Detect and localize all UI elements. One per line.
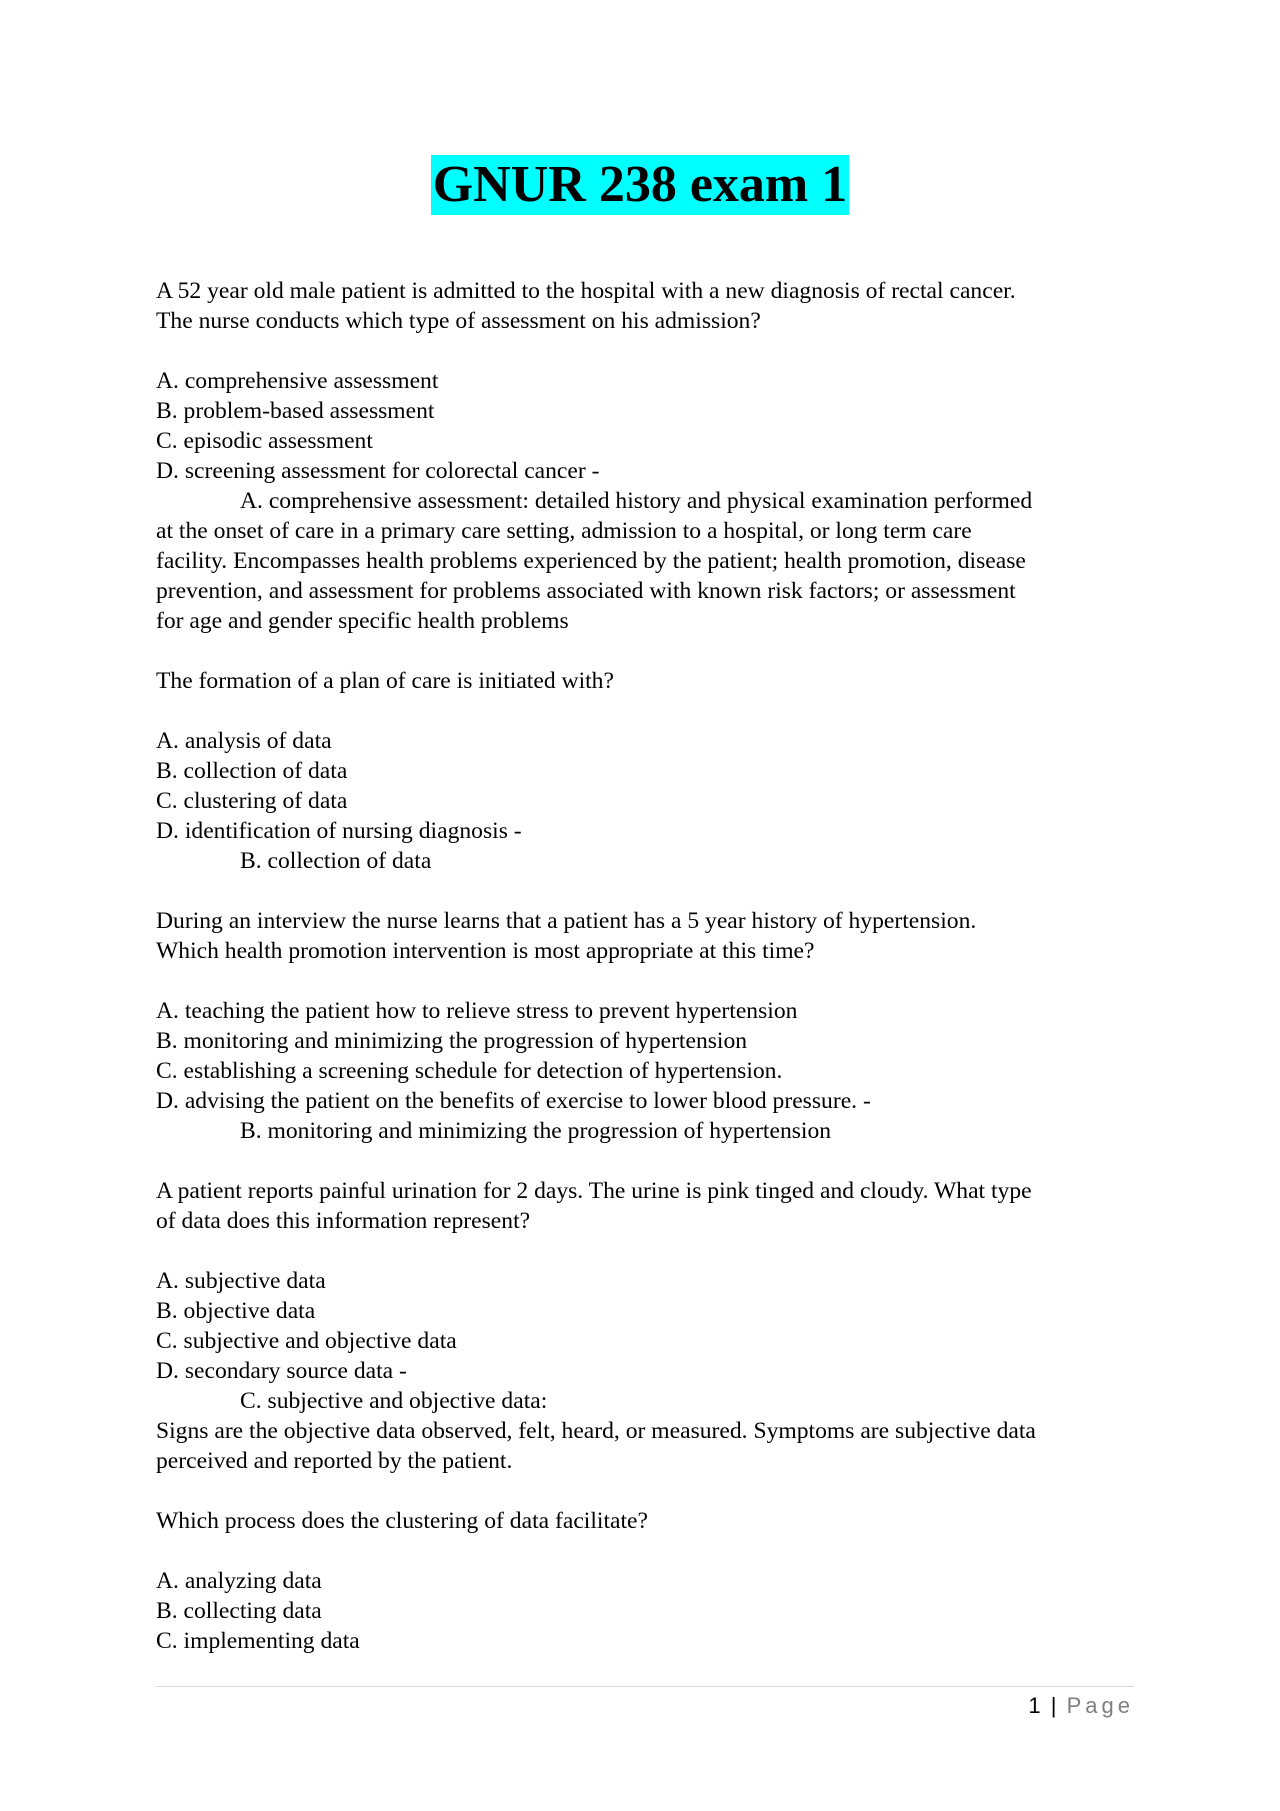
answer-option: C. subjective and objective data	[156, 1328, 457, 1354]
answer-option: A. comprehensive assessment	[156, 368, 439, 394]
answer-option: C. episodic assessment	[156, 428, 373, 454]
question-stem-line: Which health promotion intervention is most appropriate at this time?	[156, 938, 815, 964]
answer-option: B. monitoring and minimizing the progression of hypertension	[156, 1028, 748, 1054]
document-body	[156, 276, 1136, 1656]
answer-option: D. advising the patient on the benefits of exercise to lower blood pressure. -	[156, 1088, 871, 1114]
answer-option: C. establishing a screening schedule for detection of hypertension.	[156, 1058, 783, 1084]
question-block	[156, 276, 1136, 666]
spacer	[156, 966, 1136, 996]
question-stem-line: During an interview the nurse learns that a patient has a 5 year history of hypertension.	[156, 908, 977, 934]
spacer	[156, 876, 1136, 906]
question-stem-line: of data does this information represent?	[156, 1208, 531, 1234]
spacer	[156, 636, 1136, 666]
spacer	[156, 1146, 1136, 1176]
answer-rationale-line: prevention, and assessment for problems associated with known risk factors; or assessment	[156, 578, 1016, 604]
answer-option: B. problem-based assessment	[156, 398, 435, 424]
correct-answer: A. comprehensive assessment: detailed history and physical examination performed	[240, 488, 1033, 514]
spacer	[156, 1536, 1136, 1566]
answer-option: D. identification of nursing diagnosis -	[156, 818, 522, 844]
answer-option: A. teaching the patient how to relieve stress to prevent hypertension	[156, 998, 798, 1024]
question-stem-line: Which process does the clustering of data facilitate?	[156, 1508, 648, 1534]
page-label: Page	[1066, 1693, 1134, 1718]
answer-option: A. analysis of data	[156, 728, 332, 754]
footer-divider	[156, 1686, 1134, 1687]
question-block	[156, 906, 1136, 1176]
answer-rationale-line: facility. Encompasses health problems experienced by the patient; health promotion, disease	[156, 548, 1026, 574]
spacer	[156, 1236, 1136, 1266]
spacer	[156, 696, 1136, 726]
question-stem-line: A patient reports painful urination for 2 days. The urine is pink tinged and cloudy. What type	[156, 1178, 1032, 1204]
answer-rationale-line: for age and gender specific health problems	[156, 608, 569, 634]
page-title: GNUR 238 exam 1	[432, 156, 848, 213]
answer-option: C. clustering of data	[156, 788, 348, 814]
question-block	[156, 666, 1136, 906]
correct-answer: B. monitoring and minimizing the progression of hypertension	[240, 1118, 832, 1144]
spacer	[156, 1476, 1136, 1506]
question-block	[156, 1506, 1136, 1656]
spacer	[156, 336, 1136, 366]
title-container	[0, 155, 1280, 215]
correct-answer: B. collection of data	[240, 848, 432, 874]
question-stem-line: The nurse conducts which type of assessment on his admission?	[156, 308, 761, 334]
answer-option: B. objective data	[156, 1298, 316, 1324]
correct-answer: C. subjective and objective data:	[240, 1388, 548, 1414]
page-number: 1	[1028, 1693, 1041, 1718]
footer-separator: |	[1050, 1693, 1057, 1718]
answer-option: D. secondary source data -	[156, 1358, 407, 1384]
answer-option: A. subjective data	[156, 1268, 326, 1294]
answer-option: C. implementing data	[156, 1628, 360, 1654]
answer-option: D. screening assessment for colorectal cancer -	[156, 458, 600, 484]
answer-rationale-line: at the onset of care in a primary care setting, admission to a hospital, or long term care	[156, 518, 972, 544]
question-block	[156, 1176, 1136, 1506]
answer-rationale-line: Signs are the objective data observed, felt, heard, or measured. Symptoms are subjective data	[156, 1418, 1036, 1444]
answer-rationale-line: perceived and reported by the patient.	[156, 1448, 513, 1474]
answer-option: B. collecting data	[156, 1598, 322, 1624]
answer-option: A. analyzing data	[156, 1568, 322, 1594]
answer-option: B. collection of data	[156, 758, 348, 784]
question-stem-line: The formation of a plan of care is initiated with?	[156, 668, 614, 694]
page-footer	[1028, 1692, 1134, 1720]
question-stem-line: A 52 year old male patient is admitted to the hospital with a new diagnosis of rectal cancer.	[156, 278, 1016, 304]
